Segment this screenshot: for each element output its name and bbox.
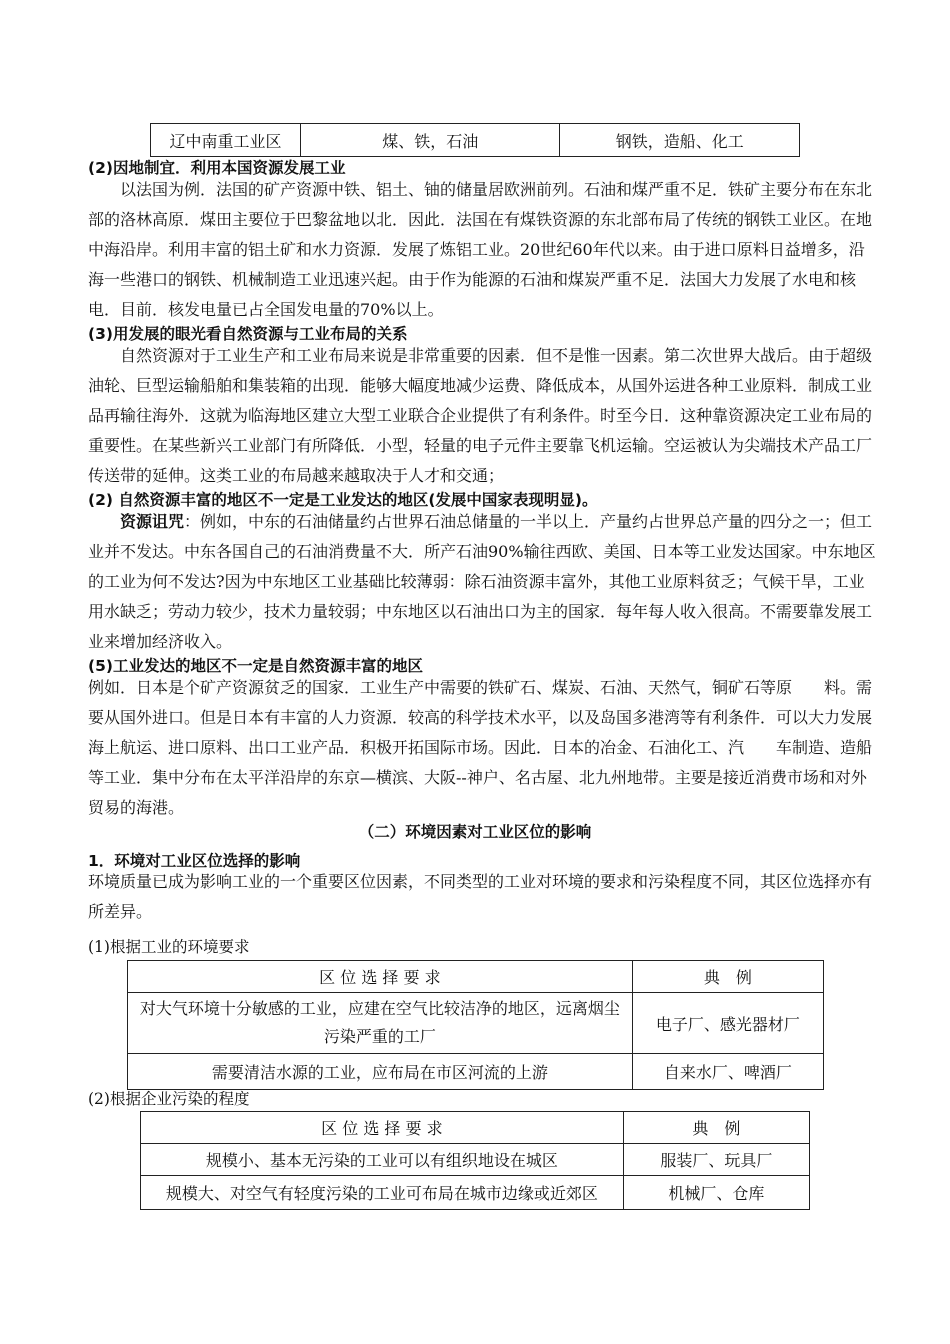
- table-row: [141, 1144, 810, 1176]
- paragraph-text: ：例如，中东的石油储量约占世界石油总储量的一半以上．产量约占世界总产量的四分之一；但工业并不发达。中东各国自己的石油消费量不大．所产石油90%输往西欧、美国、日本等工业发达国家。中东地区的工业为何不发达?因为中东地区工业基础比较薄弱：除石油资源丰富外，其他工业原料贫乏；气候干旱，工业用水缺乏；劳动力较少，技术力量较弱；中东地区以石油出口为主的国家．每年每人收入很高。不需要靠发展工业来增加经济收入。: [88, 512, 876, 651]
- header-example: 典 例: [632, 961, 823, 993]
- example-cell: 自来水厂、啤酒厂: [632, 1054, 823, 1090]
- requirement-cell: 规模大、对空气有轻度污染的工业可布局在城市边缘或近郊区: [141, 1176, 624, 1210]
- paragraph: 例如．日本是个矿产资源贫乏的国家．工业生产中需要的铁矿石、煤炭、石油、天然气，铜矿石等原 料。需要从国外进口。但是日本有丰富的人力资源．较高的科学技术水平，以及岛国多港湾等有利条件．可以大力发展海上航运、进口原料、出口工业产品．积极开拓国际市场。因此．日本的冶金、石油化工、汽 车制造、造船等工业．集中分布在太平洋沿岸的东京—横滨、大阪--神户、名古屋、北九州地带。主要是接近消费市场和对外贸易的海港。: [88, 678, 873, 817]
- example-cell: 服装厂、玩具厂: [623, 1144, 809, 1176]
- section-heading: (2)因地制宜．利用本国资源发展工业: [88, 159, 346, 177]
- paragraph: 环境质量已成为影响工业的一个重要区位因素，不同类型的工业对环境的要求和污染程度不同，其区位选择亦有所差异。: [88, 872, 873, 921]
- table-row: [151, 124, 800, 157]
- paragraph: [88, 507, 878, 657]
- paragraph: 以法国为例．法国的矿产资源中铁、铝土、铀的储量居欧洲前列。石油和煤严重不足．铁矿主要分布在东北部的洛林高原．煤田主要位于巴黎盆地以北．因此．法国在有煤铁资源的东北部布局了传统的钢铁工业区。在地中海沿岸。利用丰富的铝土矿和水力资源．发展了炼铝工业。20世纪60年代以来。由于进口原料日益增多，沿海一些港口的钢铁、机械制造工业迅速兴起。由于作为能源的石油和煤炭严重不足．法国大力发展了水电和核电．目前．核发电量已占全国发电量的70%以上。: [88, 180, 873, 319]
- requirement-cell: 对大气环境十分敏感的工业，应建在空气比较洁净的地区，远离烟尘污染严重的工厂: [128, 993, 633, 1054]
- paragraph: 自然资源对于工业生产和工业布局来说是非常重要的因素．但不是惟一因素。第二次世界大战后。由于超级油轮、巨型运输船舶和集装箱的出现．能够大幅度地减少运费、降低成本，从国外运进各种工业原料．制成工业品再输往海外．这就为临海地区建立大型工业联合企业提供了有利条件。时至今日．这种靠资源决定工业布局的重要性。在某些新兴工业部门有所降低．小型，轻量的电子元件主要靠飞机运输。空运被认为尖端技术产品工厂传送带的延伸。这类工业的布局越来越取决于人才和交通；: [88, 346, 873, 485]
- table-header-row: [141, 1112, 810, 1144]
- requirement-cell: 需要清洁水源的工业，应布局在市区河流的上游: [128, 1054, 633, 1090]
- industries-cell: 钢铁，造船、化工: [560, 124, 800, 157]
- environment-requirement-table: [127, 960, 824, 1090]
- table-row: [128, 1054, 824, 1090]
- section-heading: (3)用发展的眼光看自然资源与工业布局的关系: [88, 325, 408, 343]
- requirement-cell: 规模小、基本无污染的工业可以有组织地设在城区: [141, 1144, 624, 1176]
- header-requirement: 区 位 选 择 要 求: [141, 1112, 624, 1144]
- lead-term: 资源诅咒: [120, 512, 185, 531]
- section-heading: 1．环境对工业区位选择的影响: [88, 852, 301, 870]
- example-cell: 电子厂、感光器材厂: [632, 993, 823, 1054]
- resources-cell: 煤、铁，石油: [301, 124, 560, 157]
- section-heading: (5)工业发达的地区不一定是自然资源丰富的地区: [88, 657, 423, 675]
- section-heading: (2) 自然资源丰富的地区不一定是工业发达的地区(发展中国家表现明显)。: [88, 491, 598, 509]
- region-cell: 辽中南重工业区: [151, 124, 301, 157]
- example-cell: 机械厂、仓库: [623, 1176, 809, 1210]
- table-label: (1)根据工业的环境要求: [88, 938, 250, 956]
- header-example: 典 例: [623, 1112, 809, 1144]
- table-header-row: [128, 961, 824, 993]
- table-label: (2)根据企业污染的程度: [88, 1090, 250, 1108]
- part-title: （二）环境因素对工业区位的影响: [358, 823, 592, 841]
- industrial-region-table: [150, 123, 800, 157]
- header-requirement: 区 位 选 择 要 求: [128, 961, 633, 993]
- table-row: [141, 1176, 810, 1210]
- table-row: [128, 993, 824, 1054]
- pollution-level-table: [140, 1111, 810, 1210]
